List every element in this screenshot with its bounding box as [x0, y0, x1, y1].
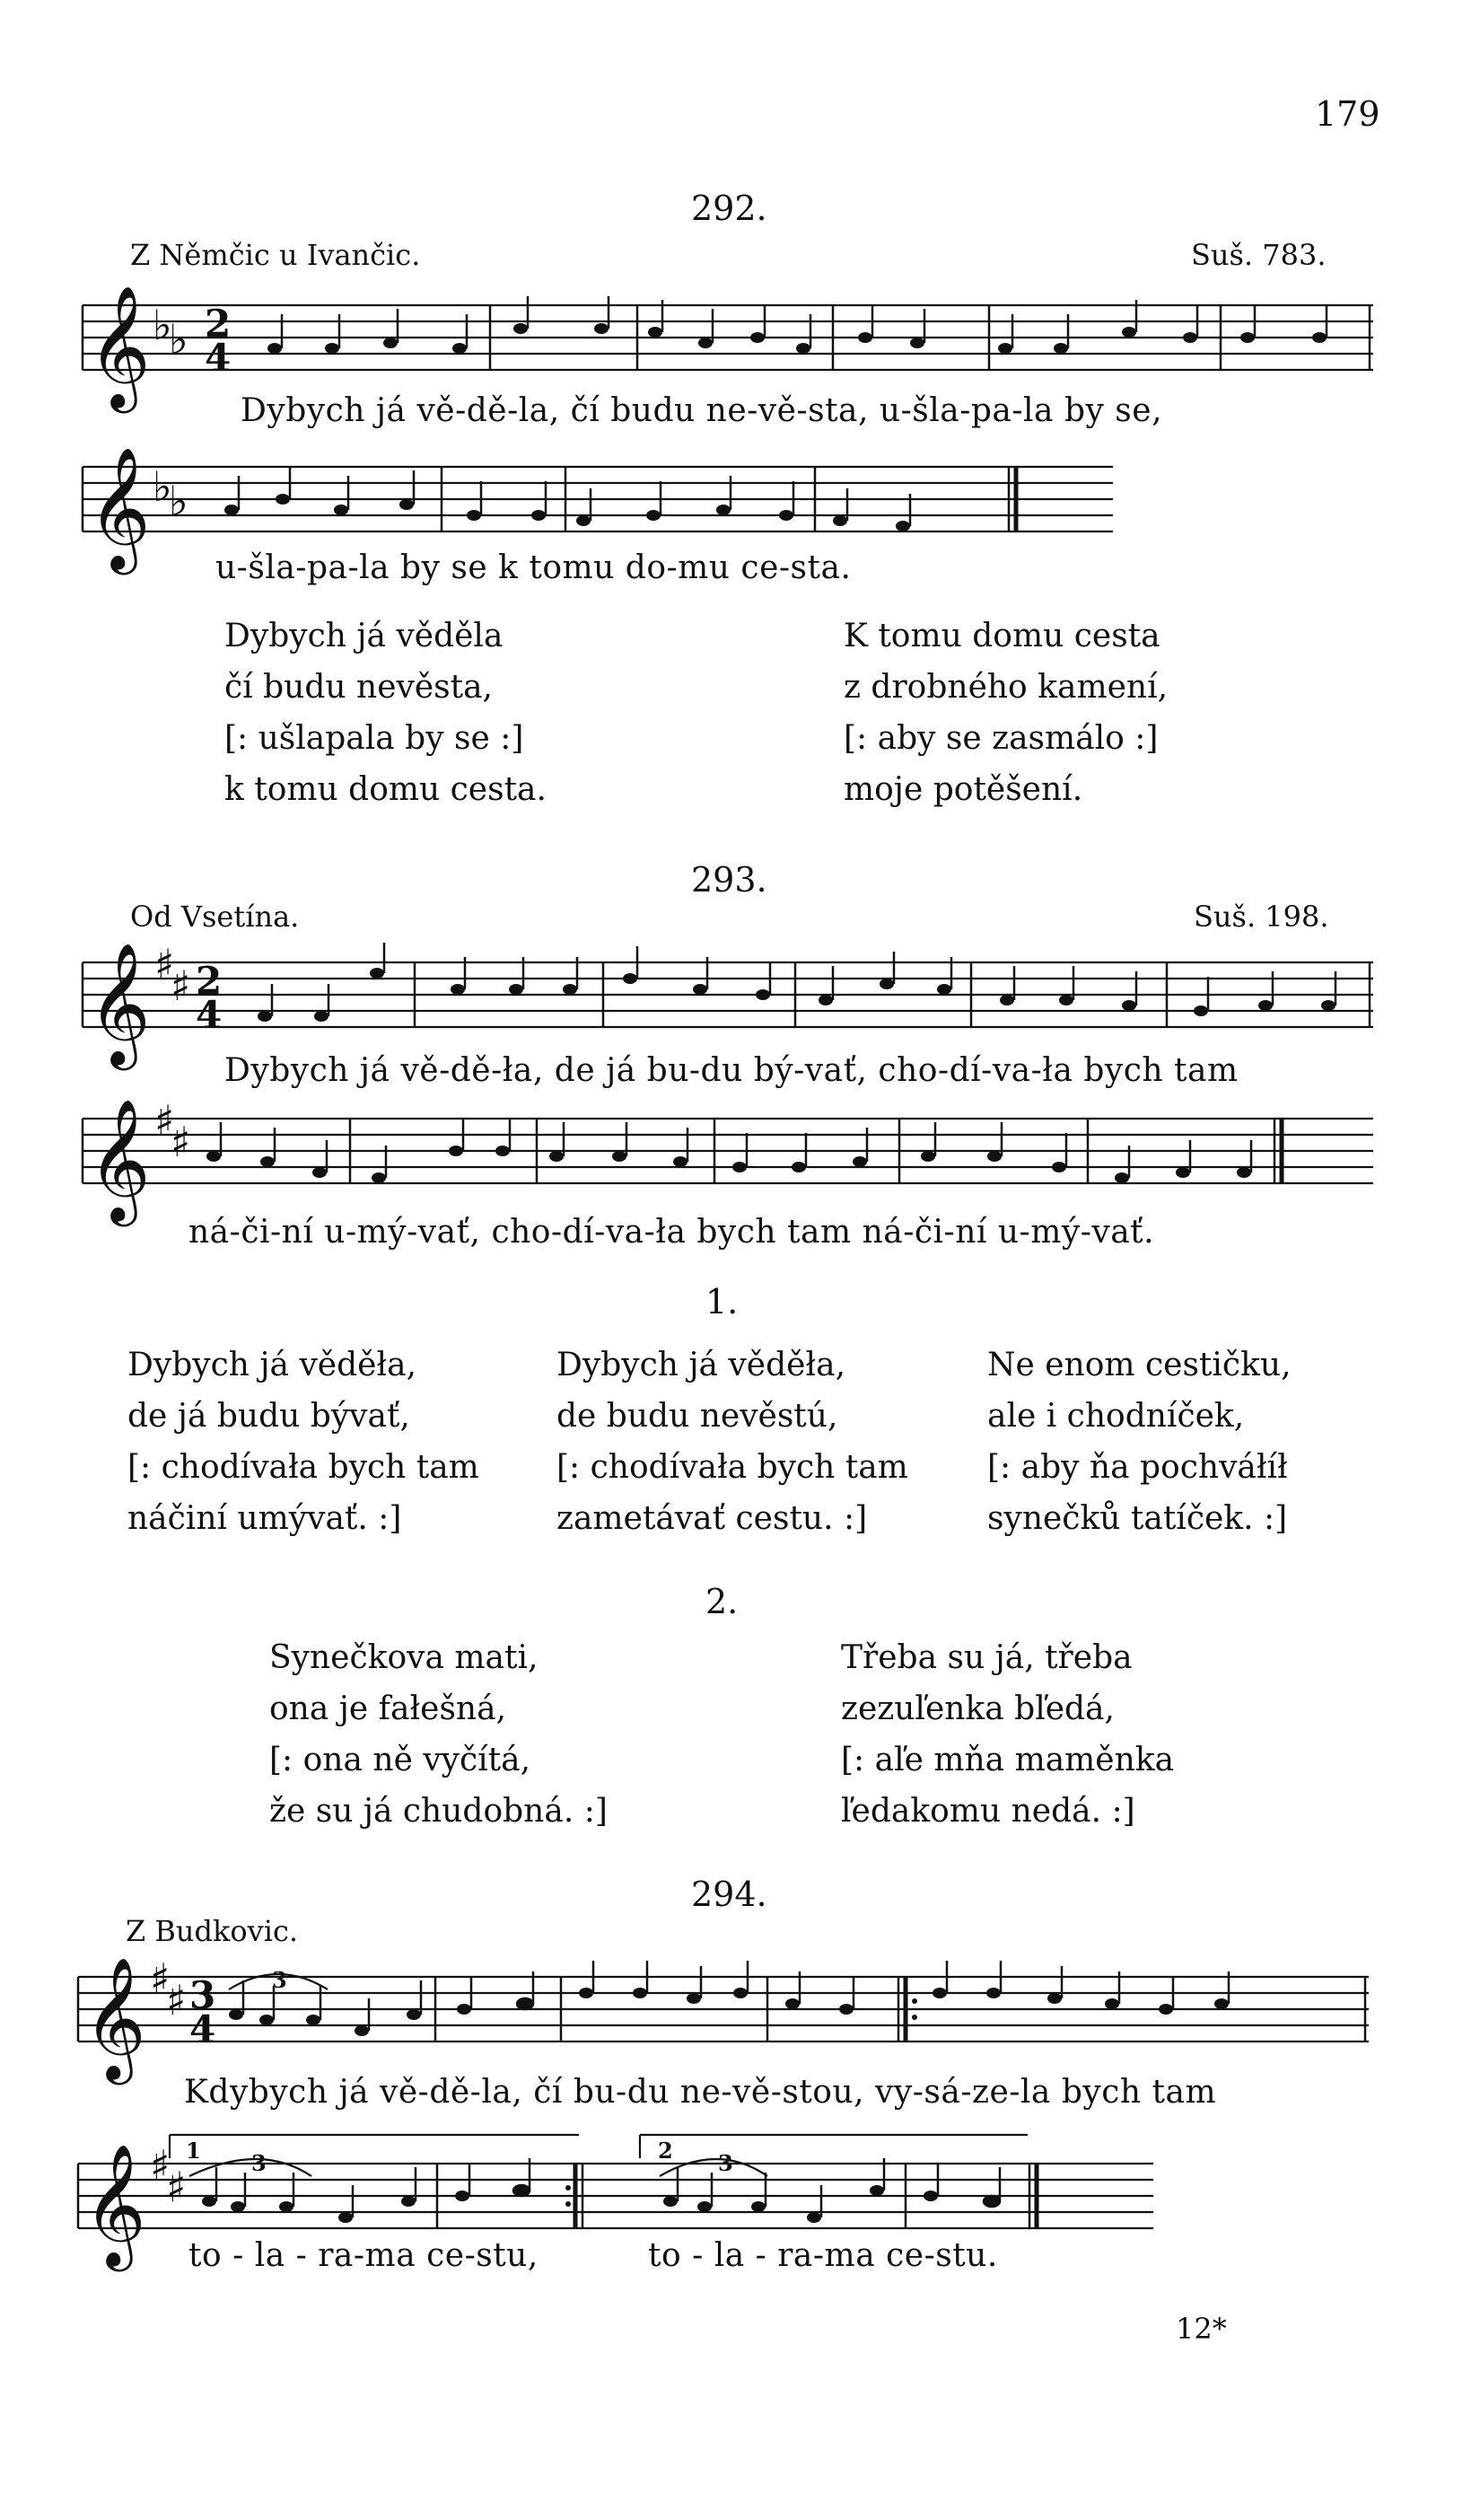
song-reference: Suš. 198. — [1194, 900, 1329, 934]
page-signature: 12* — [1176, 2312, 1227, 2346]
treble-clef-icon: 𝄞 — [88, 284, 151, 408]
lyrics-line: Dybych já vě-dě-ła, de já bu-du bý-vať, cho-dí-va-ła bych tam — [224, 1052, 1239, 1089]
flat-sign-icon: ♭ — [169, 477, 188, 525]
music-staff — [81, 284, 1382, 408]
verse: Ne enom cestičku, ale i chodníček, [: aby ňa pochváłíł synečků tatíček. :] — [987, 1347, 1292, 1537]
svg-text:3: 3 — [718, 2150, 733, 2176]
lyrics-line: Dybych já vě-dě-la, čí budu ne-vě-sta, u-šla-pa-la by se, — [241, 392, 1163, 429]
svg-text:4: 4 — [189, 2007, 216, 2051]
svg-text:2: 2 — [205, 302, 232, 346]
treble-clef-icon: 𝄞 — [88, 445, 151, 569]
verse: Synečkova mati, ona je fałešná, [: ona ně vyčítá, že su já chudobná. :] — [269, 1639, 608, 1830]
treble-clef-icon: 𝄞 — [88, 941, 151, 1065]
sharp-sign-icon: ♯ — [150, 2141, 171, 2190]
sharp-sign-icon: ♯ — [166, 1976, 187, 2024]
music-staff — [76, 1954, 1378, 2079]
verse: Dybych já věděła, de budu nevěstú, [: chodívała bych tam zametávať cestu. :] — [556, 1347, 908, 1537]
svg-text:2: 2 — [658, 2138, 673, 2164]
svg-text:3: 3 — [251, 2150, 267, 2176]
variant-label: 1. — [705, 1282, 739, 1321]
lyrics-line: u-šla-pa-la by se k tomu do-mu ce-sta. — [215, 549, 852, 586]
sharp-sign-icon: ♯ — [150, 1954, 171, 2003]
lyrics-line: ná-či-ní u-mý-vať, cho-dí-va-ła bych tam ná-či-ní u-mý-vať. — [188, 1214, 1155, 1251]
treble-clef-icon: 𝄞 — [88, 1097, 151, 1221]
sharp-sign-icon: ♯ — [154, 940, 175, 988]
verse: Dybych já věděła, de já budu bývať, [: chodívała bych tam náčiní umývať. :] — [127, 1347, 479, 1537]
flat-sign-icon: ♭ — [153, 462, 172, 511]
svg-text:1: 1 — [186, 2138, 201, 2164]
sharp-sign-icon: ♯ — [154, 1096, 175, 1145]
song-number: 293. — [691, 860, 767, 900]
staff-lines — [83, 305, 1373, 370]
variant-label: 2. — [705, 1582, 739, 1621]
song-origin: Z Němčic u Ivančic. — [130, 238, 421, 272]
flat-sign-icon: ♭ — [153, 301, 172, 349]
svg-text:3: 3 — [272, 1967, 287, 1993]
music-staff — [81, 1096, 1382, 1221]
notes — [267, 309, 467, 354]
lyrics-line: Kdybych já vě-dě-la, čí bu-du ne-vě-stou, vy-sá-ze-la bych tam — [184, 2074, 1217, 2111]
song-origin: Z Budkovic. — [126, 1914, 299, 1948]
lyrics-line: to - la - ra-ma ce-stu, — [188, 2237, 539, 2274]
treble-clef-icon: 𝄞 — [83, 2142, 146, 2266]
svg-text:4: 4 — [196, 993, 223, 1037]
flat-sign-icon: ♭ — [169, 315, 188, 364]
verse: Třeba su já, třeba zezuľenka bľedá, [: aľe mňa maměnka ľedakomu nedá. :] — [841, 1639, 1175, 1830]
song-origin: Od Vsetína. — [130, 900, 300, 934]
verse: Dybych já věděla čí budu nevěsta, [: ušlapala by se :] k tomu domu cesta. — [224, 618, 547, 808]
sharp-sign-icon: ♯ — [166, 2163, 187, 2211]
svg-text:2: 2 — [196, 959, 223, 1003]
svg-text:4: 4 — [205, 336, 232, 380]
page-number: 179 — [1315, 94, 1380, 134]
sharp-sign-icon: ♯ — [171, 961, 191, 1010]
sharp-sign-icon: ♯ — [171, 1118, 191, 1166]
lyrics-line: to - la - ra-ma ce-stu. — [648, 2237, 998, 2274]
song-reference: Suš. 783. — [1191, 238, 1327, 272]
song-number: 292. — [691, 189, 767, 228]
svg-text:3: 3 — [189, 1973, 216, 2017]
song-number: 294. — [691, 1875, 767, 1914]
music-staff — [81, 940, 1382, 1065]
verse: K tomu domu cesta z drobného kamení, [: aby se zasmálo :] moje potěšení. — [844, 618, 1169, 808]
treble-clef-icon: 𝄞 — [83, 1955, 146, 2079]
